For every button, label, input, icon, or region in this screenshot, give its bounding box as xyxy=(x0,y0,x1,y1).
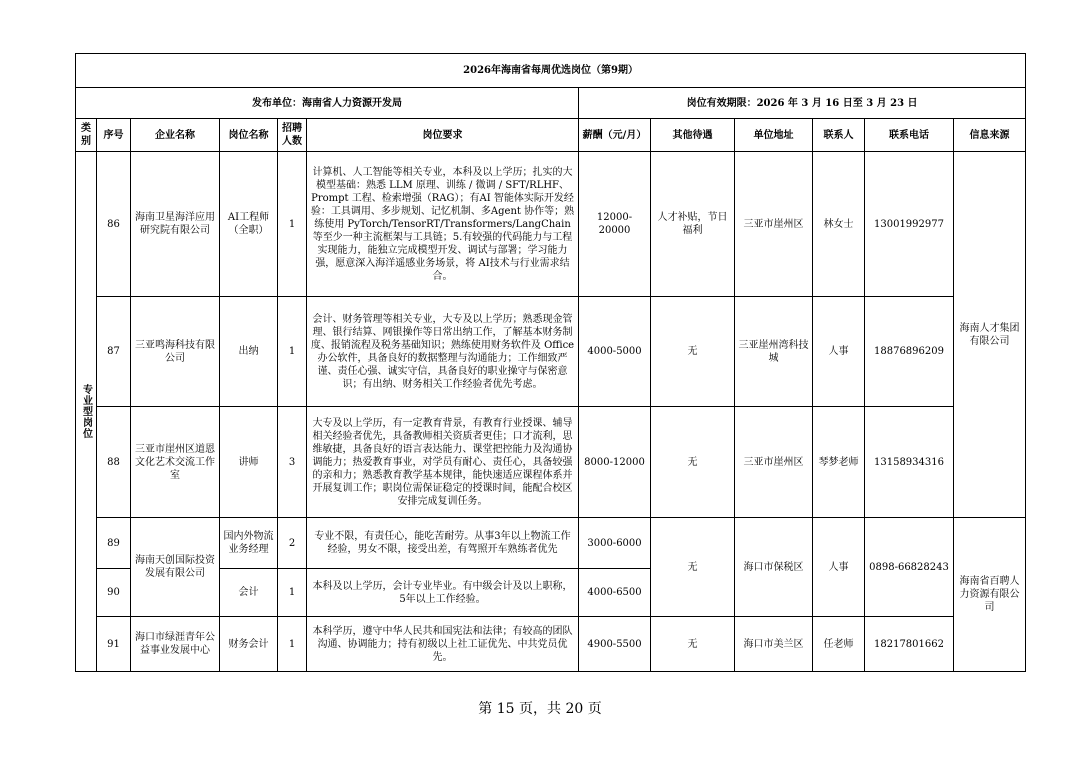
header-position: 岗位名称 xyxy=(220,119,278,152)
count-cell: 2 xyxy=(278,518,307,569)
phone-cell: 0898-66828243 xyxy=(865,518,954,617)
position-cell: 会计 xyxy=(220,569,278,617)
header-count: 招聘人数 xyxy=(278,119,307,152)
salary-cell: 4000-6500 xyxy=(579,569,651,617)
table-row xyxy=(76,617,1026,672)
header-salary: 薪酬（元/月） xyxy=(579,119,651,152)
requirements-cell: 本科及以上学历，会计专业毕业。有中级会计及以上职称，5年以上工作经验。 xyxy=(307,569,579,617)
requirements-cell: 大专及以上学历，有一定教育背景，有教育行业授课、辅导相关经验者优先，具备教师相关资质者更佳；口才流利，思维敏捷，具备良好的语言表达能力、课堂把控能力及沟通协调能力；热爱教育事业，对学员有耐心、责任心，具备较强的亲和力；熟悉教育教学基本规律，能快速适应课程体系并开展复训工作；职岗位需保证稳定的授课时间，能配合校区安排完成复训任务。 xyxy=(307,407,579,518)
table-row xyxy=(76,518,1026,569)
header-source: 信息来源 xyxy=(954,119,1026,152)
table-row xyxy=(76,152,1026,297)
contact-cell: 任老师 xyxy=(813,617,865,672)
header-benefits: 其他待遇 xyxy=(651,119,735,152)
count-cell: 1 xyxy=(278,617,307,672)
company-cell: 海南天创国际投资发展有限公司 xyxy=(131,518,220,617)
requirements-cell: 计算机、人工智能等相关专业，本科及以上学历；扎实的大模型基础：熟悉 LLM 原理、训练 / 微调 / SFT/RLHF、Prompt 工程、检索增强（RAG）；有AI 智能体实际开发经验：工具调用、多步规划、记忆机制、多Agent 协作等；熟练使用 PyTorch/TensorRT/Transformers/LangChain 等至少一种主流框架与工具链；5.有较强的代码能力与工程实现能力，能独立完成模型开发、调试与部署；学习能力强，愿意深入海洋遥感业务场景，将 AI技术与行业需求结合。 xyxy=(307,152,579,297)
seq-cell: 86 xyxy=(97,152,131,297)
company-cell: 海口市绿涯青年公益事业发展中心 xyxy=(131,617,220,672)
count-cell: 1 xyxy=(278,569,307,617)
header-address: 单位地址 xyxy=(735,119,813,152)
seq-cell: 90 xyxy=(97,569,131,617)
count-cell: 1 xyxy=(278,297,307,407)
category-cell xyxy=(76,152,97,672)
address-cell: 海口市美兰区 xyxy=(735,617,813,672)
requirements-cell: 会计、财务管理等相关专业，大专及以上学历；熟悉现金管理、银行结算、网银操作等日常出纳工作，了解基本财务制度、报销流程及税务基础知识；熟练使用财务软件及 Office 办公软件，具备良好的数据整理与沟通能力；工作细致严谨、责任心强、诚实守信，具备良好的职业操守与保密意识；有出纳、财务相关工作经验者优先考虑。 xyxy=(307,297,579,407)
phone-cell: 18217801662 xyxy=(865,617,954,672)
validity-period: 岗位有效期限：2026 年 3 月 16 日至 3 月 23 日 xyxy=(579,88,1026,119)
publisher: 发布单位：海南省人力资源开发局 xyxy=(76,88,579,119)
phone-cell: 18876896209 xyxy=(865,297,954,407)
requirements-cell: 专业不限，有责任心，能吃苦耐劳。从事3年以上物流工作经验，男女不限，接受出差，有驾照开车熟练者优先 xyxy=(307,518,579,569)
header-contact: 联系人 xyxy=(813,119,865,152)
contact-cell: 琴梦老师 xyxy=(813,407,865,518)
header-phone: 联系电话 xyxy=(865,119,954,152)
table-row xyxy=(76,407,1026,518)
position-cell: AI工程师（全职） xyxy=(220,152,278,297)
salary-cell: 4900-5500 xyxy=(579,617,651,672)
header-requirements: 岗位要求 xyxy=(307,119,579,152)
benefits-cell: 无 xyxy=(651,617,735,672)
source-cell: 海南省百聘人力资源有限公司 xyxy=(954,518,1026,672)
table-title: 2026年海南省每周优选岗位（第9期） xyxy=(76,54,1026,88)
salary-cell: 12000-20000 xyxy=(579,152,651,297)
requirements-cell: 本科学历，遵守中华人民共和国宪法和法律；有较高的团队沟通、协调能力；持有初级以上社工证优先、中共党员优先。 xyxy=(307,617,579,672)
contact-cell: 林女士 xyxy=(813,152,865,297)
source-cell: 海南人才集团有限公司 xyxy=(954,152,1026,518)
page-footer: 第 15 页，共 20 页 xyxy=(478,701,602,717)
position-cell: 国内外物流业务经理 xyxy=(220,518,278,569)
seq-cell: 89 xyxy=(97,518,131,569)
seq-cell: 88 xyxy=(97,407,131,518)
salary-cell: 3000-6000 xyxy=(579,518,651,569)
company-cell: 三亚市崖州区道恩文化艺术交流工作室 xyxy=(131,407,220,518)
seq-cell: 87 xyxy=(97,297,131,407)
company-cell: 三亚鸣海科技有限公司 xyxy=(131,297,220,407)
job-table xyxy=(75,53,1026,672)
header-category: 类别 xyxy=(76,119,97,152)
salary-cell: 8000-12000 xyxy=(579,407,651,518)
benefits-cell: 人才补贴，节日福利 xyxy=(651,152,735,297)
count-cell: 1 xyxy=(278,152,307,297)
table-row xyxy=(76,297,1026,407)
address-cell: 海口市保税区 xyxy=(735,518,813,617)
benefits-cell: 无 xyxy=(651,407,735,518)
address-cell: 三亚市崖州区 xyxy=(735,152,813,297)
benefits-cell: 无 xyxy=(651,518,735,617)
header-row xyxy=(76,119,1026,152)
company-cell: 海南卫星海洋应用研究院有限公司 xyxy=(131,152,220,297)
salary-cell: 4000-5000 xyxy=(579,297,651,407)
position-cell: 讲师 xyxy=(220,407,278,518)
phone-cell: 13158934316 xyxy=(865,407,954,518)
contact-cell: 人事 xyxy=(813,518,865,617)
position-cell: 出纳 xyxy=(220,297,278,407)
header-seq: 序号 xyxy=(97,119,131,152)
position-cell: 财务会计 xyxy=(220,617,278,672)
count-cell: 3 xyxy=(278,407,307,518)
header-company: 企业名称 xyxy=(131,119,220,152)
benefits-cell: 无 xyxy=(651,297,735,407)
category-label: 专业型岗位 xyxy=(80,384,92,439)
address-cell: 三亚市崖州区 xyxy=(735,407,813,518)
phone-cell: 13001992977 xyxy=(865,152,954,297)
contact-cell: 人事 xyxy=(813,297,865,407)
seq-cell: 91 xyxy=(97,617,131,672)
address-cell: 三亚崖州湾科技城 xyxy=(735,297,813,407)
